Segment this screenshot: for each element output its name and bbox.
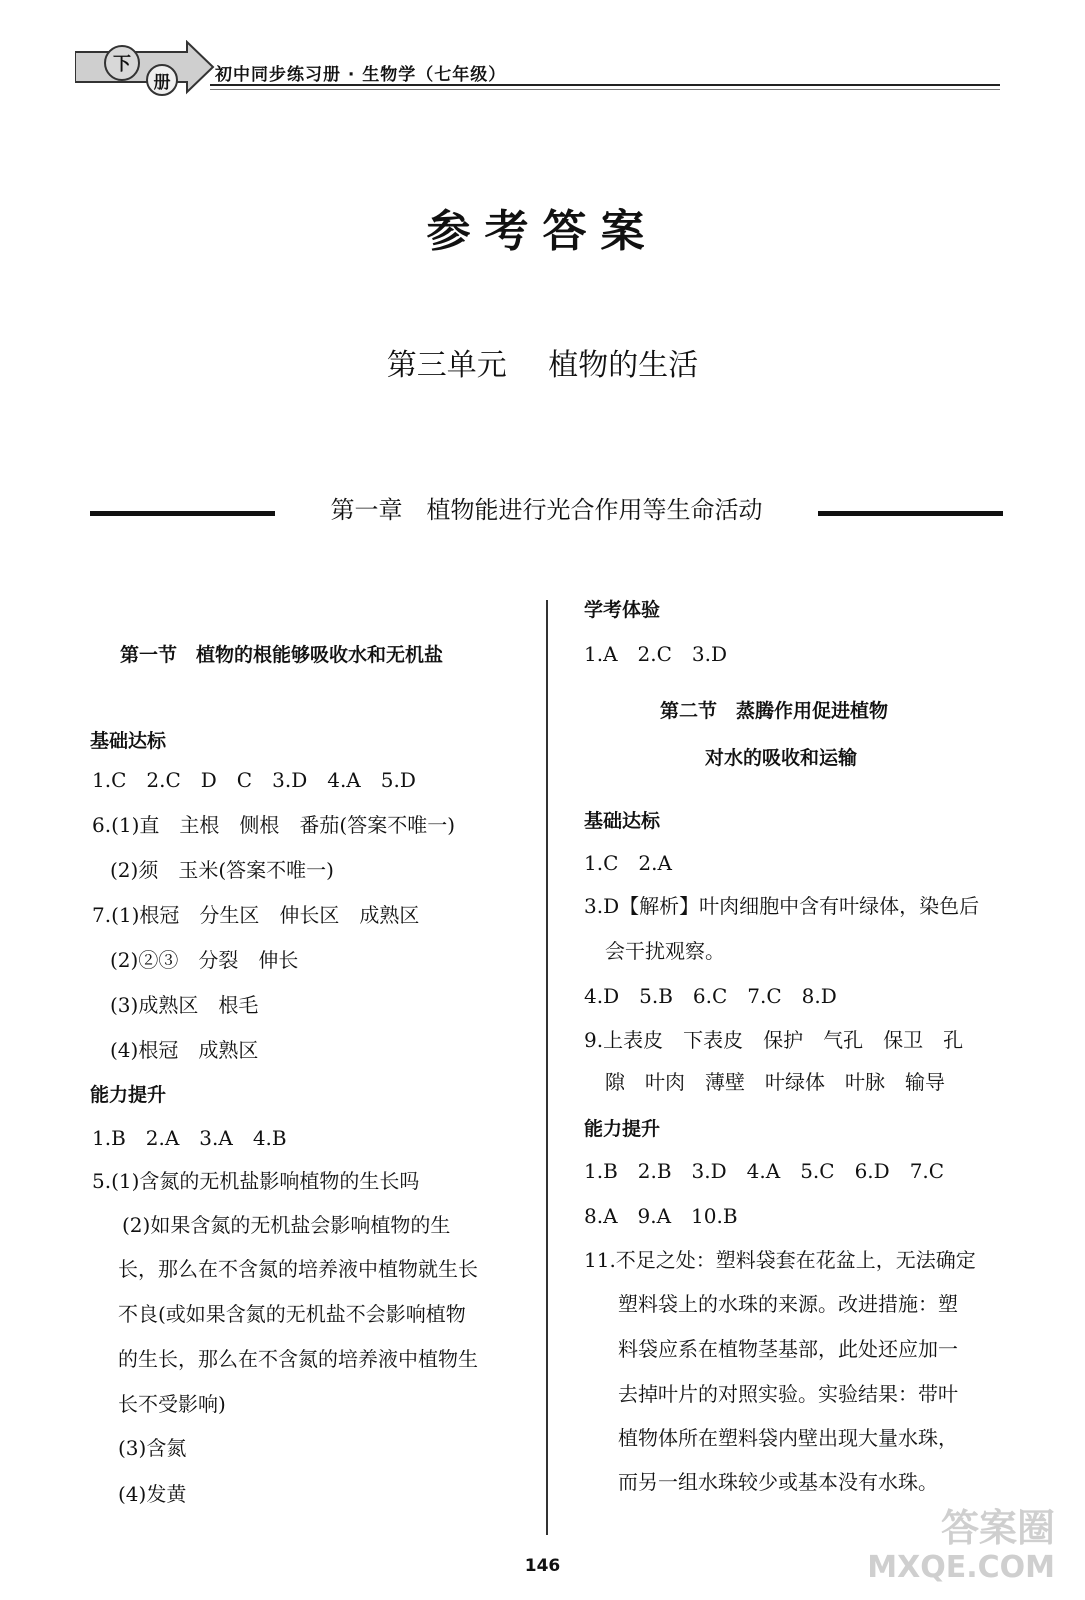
answer-line: 长，那么在不含氮的培养液中植物就生长 [118, 1257, 478, 1281]
page-title: 参考答案 [426, 206, 659, 257]
book-title: 初中同步练习册 · 生物学（七年级） [215, 65, 507, 85]
answer-line: (4)根冠 成熟区 [110, 1038, 259, 1062]
chapter-number: 第一章 [330, 496, 403, 524]
right-ability-heading: 能力提升 [584, 1118, 661, 1140]
answer-line: 会干扰观察。 [605, 939, 725, 963]
chapter-title [275, 490, 818, 525]
answer-line: (2)须 玉米(答案不唯一) [110, 858, 334, 882]
answer-line: (3)成熟区 根毛 [110, 993, 259, 1017]
answer-line: 塑料袋上的水珠的来源。改进措施：塑 [618, 1292, 958, 1316]
answer-line: 8.A 9.A 10.B [584, 1204, 738, 1228]
page-number: 146 [524, 1556, 561, 1576]
answer-line: 1.A 2.C 3.D [584, 642, 728, 666]
right-basic-heading: 基础达标 [584, 810, 661, 832]
header-arrow-graphic [75, 40, 215, 95]
answer-line: 5.(1)含氮的无机盐影响植物的生长吗 [92, 1169, 420, 1193]
chapter-rule-left [90, 511, 275, 516]
volume-badge-book: 册 [146, 64, 178, 96]
answer-line: 隙 叶肉 薄壁 叶绿体 叶脉 输导 [605, 1070, 945, 1094]
section-title-right-line1: 第二节 蒸腾作用促进植物 [660, 700, 889, 722]
answer-line: 9.上表皮 下表皮 保护 气孔 保卫 孔 [584, 1028, 964, 1052]
chapter-rule-right [818, 511, 1003, 516]
unit-name: 植物的生活 [548, 348, 699, 383]
answer-line: 1.B 2.B 3.D 4.A 5.C 6.D 7.C [584, 1159, 945, 1183]
watermark-logo [867, 1508, 1055, 1588]
answer-line: 料袋应系在植物茎基部，此处还应加一 [618, 1337, 958, 1361]
left-basic-heading: 基础达标 [90, 730, 167, 752]
answer-line: 7.(1)根冠 分生区 伸长区 成熟区 [92, 903, 420, 927]
left-ability-heading: 能力提升 [90, 1084, 167, 1106]
column-divider [546, 600, 548, 1535]
answer-line: 去掉叶片的对照实验。实验结果：带叶 [618, 1382, 958, 1406]
answer-line: 1.C 2.A [584, 851, 672, 875]
answer-line: 3.D【解析】叶肉细胞中含有叶绿体，染色后 [584, 894, 980, 918]
answer-line: 而另一组水珠较少或基本没有水珠。 [618, 1470, 938, 1494]
watermark-text: 答案圈 [940, 1506, 1055, 1550]
chapter-name: 植物能进行光合作用等生命活动 [426, 496, 763, 524]
answer-line: 长不受影响) [118, 1392, 226, 1416]
answer-line: 1.C 2.C D C 3.D 4.A 5.D [92, 768, 416, 792]
answer-line: (4)发黄 [118, 1482, 187, 1506]
answer-line: 1.B 2.A 3.A 4.B [92, 1126, 287, 1150]
volume-badge-down: 下 [104, 45, 140, 81]
answer-line: 4.D 5.B 6.C 7.C 8.D [584, 984, 837, 1008]
answer-line: (3)含氮 [118, 1436, 187, 1460]
section-title-left: 第一节 植物的根能够吸收水和无机盐 [120, 644, 444, 666]
watermark-url: MXQE.COM [867, 1550, 1055, 1585]
answer-line: 不良(或如果含氮的无机盐不会影响植物 [118, 1302, 466, 1326]
answer-line: (2)②③ 分裂 伸长 [110, 948, 299, 972]
unit-number: 第三单元 [386, 348, 507, 383]
answer-line: (2)如果含氮的无机盐会影响植物的生 [122, 1213, 451, 1237]
section-title-right-line2: 对水的吸收和运输 [705, 747, 858, 769]
header-rule-thin [210, 89, 1000, 90]
unit-title [0, 340, 1085, 384]
header-rule [210, 84, 1000, 86]
answer-line: 6.(1)直 主根 侧根 番茄(答案不唯一) [92, 813, 456, 837]
answer-line: 的生长，那么在不含氮的培养液中植物生 [118, 1347, 478, 1371]
answer-line: 植物体所在塑料袋内壁出现大量水珠， [618, 1426, 958, 1450]
answer-line: 11.不足之处：塑料袋套在花盆上，无法确定 [584, 1248, 976, 1272]
right-exam-heading: 学考体验 [584, 599, 661, 621]
